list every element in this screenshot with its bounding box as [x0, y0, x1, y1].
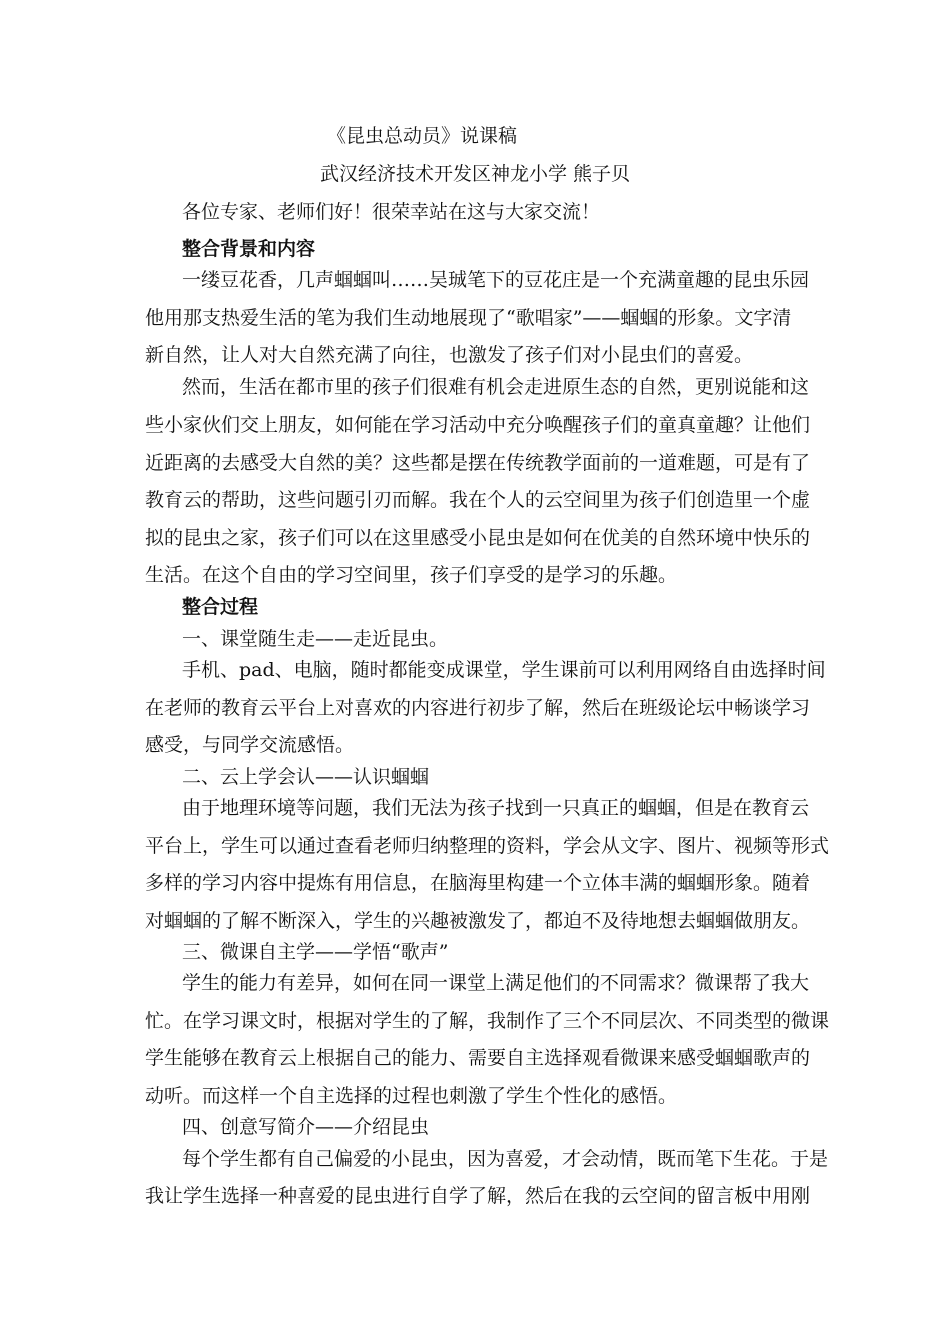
paragraph-line: 忙。在学习课文时，根据对学生的了解，我制作了三个不同层次、不同类型的微课: [145, 1010, 830, 1032]
paragraph-line: 平台上，学生可以通过查看老师归纳整理的资料，学会从文字、图片、视频等形式: [145, 835, 830, 857]
greeting: 各位专家、老师们好！很荣幸站在这与大家交流！: [182, 201, 601, 223]
paragraph-line: 感受，与同学交流感悟。: [145, 734, 355, 756]
paragraph-line: 一缕豆花香，几声蝈蝈叫……吴珹笔下的豆花庄是一个充满童趣的昆虫乐园: [182, 269, 810, 291]
paragraph-line: 在老师的教育云平台上对喜欢的内容进行初步了解，然后在班级论坛中畅谈学习: [145, 697, 811, 719]
paragraph-line: 些小家伙们交上朋友，如何能在学习活动中充分唤醒孩子们的童真童趣？让他们: [145, 414, 811, 436]
author-line: 武汉经济技术开发区神龙小学 熊子贝: [320, 163, 631, 185]
paragraph-line: 他用那支热爱生活的笔为我们生动地展现了“歌唱家”——蝈蝈的形象。文字清: [145, 307, 792, 329]
step-heading: 二、云上学会认——认识蝈蝈: [182, 766, 430, 788]
paragraph-line: 对蝈蝈的了解不断深入，学生的兴趣被激发了，都迫不及待地想去蝈蝈做朋友。: [145, 910, 811, 932]
paragraph-line: 学生能够在教育云上根据自己的能力、需要自主选择观看微课来感受蝈蝈歌声的: [145, 1047, 811, 1069]
paragraph-line: 学生的能力有差异，如何在同一课堂上满足他们的不同需求？微课帮了我大: [182, 972, 810, 994]
section-heading-background: 整合背景和内容: [182, 238, 316, 260]
step-heading: 一、课堂随生走——走近昆虫。: [182, 628, 449, 650]
paragraph-line: 由于地理环境等问题，我们无法为孩子找到一只真正的蝈蝈，但是在教育云: [182, 797, 810, 819]
step-heading: 三、微课自主学——学悟“歌声”: [182, 941, 449, 963]
paragraph-line: 近距离的去感受大自然的美？这些都是摆在传统教学面前的一道难题，可是有了: [145, 452, 811, 474]
paragraph-line: 我让学生选择一种喜爱的昆虫进行自学了解，然后在我的云空间的留言板中用刚: [145, 1185, 811, 1207]
paragraph-line: 每个学生都有自己偏爱的小昆虫，因为喜爱，才会动情，既而笔下生花。于是: [182, 1148, 829, 1170]
paragraph-line: 手机、pad、电脑，随时都能变成课堂，学生课前可以利用网络自由选择时间: [182, 659, 826, 681]
paragraph-line: 多样的学习内容中提炼有用信息，在脑海里构建一个立体丰满的蝈蝈形象。随着: [145, 872, 811, 894]
paragraph-line: 生活。在这个自由的学习空间里，孩子们享受的是学习的乐趣。: [145, 564, 678, 586]
paragraph-line: 新自然，让人对大自然充满了向往，也激发了孩子们对小昆虫们的喜爱。: [145, 344, 754, 366]
document-title: 《昆虫总动员》说课稿: [327, 125, 518, 147]
paragraph-line: 教育云的帮助，这些问题引刃而解。我在个人的云空间里为孩子们创造里一个虚: [145, 489, 811, 511]
paragraph-line: 然而，生活在都市里的孩子们很难有机会走进原生态的自然，更别说能和这: [182, 376, 810, 398]
section-heading-process: 整合过程: [182, 596, 259, 618]
paragraph-line: 拟的昆虫之家，孩子们可以在这里感受小昆虫是如何在优美的自然环境中快乐的: [145, 527, 811, 549]
step-heading: 四、创意写简介——介绍昆虫: [182, 1116, 430, 1138]
paragraph-line: 动听。而这样一个自主选择的过程也刺激了学生个性化的感悟。: [145, 1085, 678, 1107]
